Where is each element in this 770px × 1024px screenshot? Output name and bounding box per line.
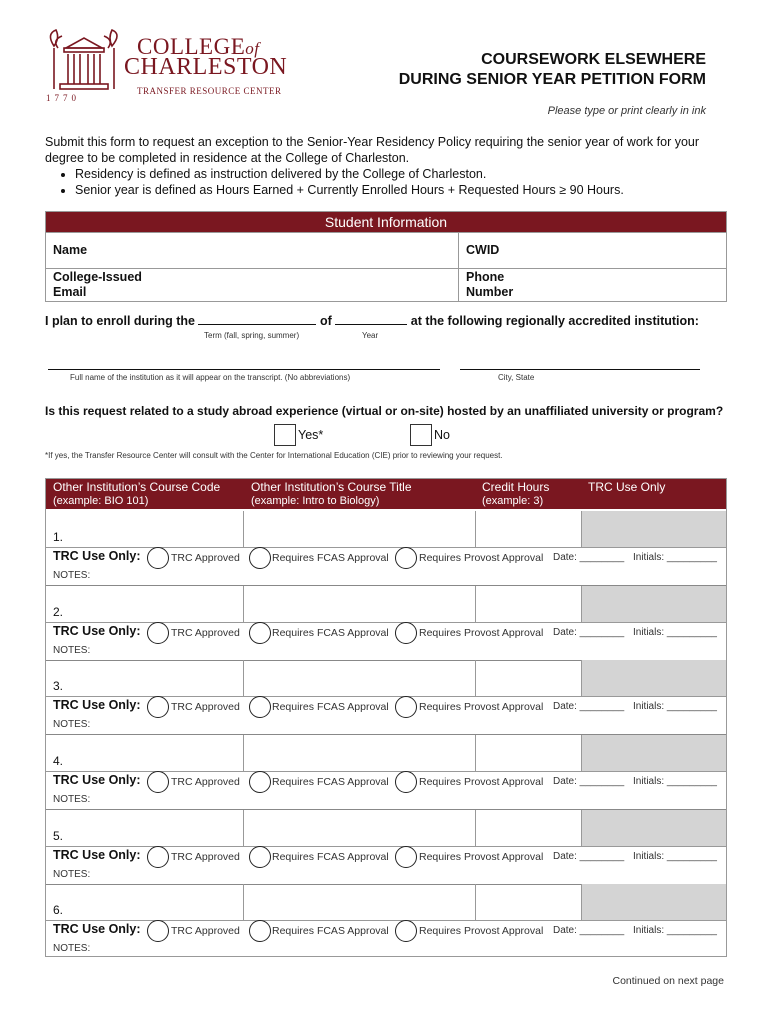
trc-approved-radio[interactable] xyxy=(147,696,169,718)
row-number: 5. xyxy=(53,829,64,843)
initials-field[interactable]: Initials: _________ xyxy=(633,776,717,787)
notes-label[interactable]: NOTES: xyxy=(53,943,91,954)
no-label: No xyxy=(434,428,450,442)
date-field[interactable]: Date: ________ xyxy=(553,627,625,638)
fcas-approval-label: Requires FCAS Approval xyxy=(272,701,389,713)
course-code-input[interactable] xyxy=(46,586,244,623)
header-course-title: Other Institution’s Course Title (example: Intro to Biology) xyxy=(251,480,412,507)
continued-note: Continued on next page xyxy=(612,975,724,987)
email-field[interactable]: College-Issued Email xyxy=(46,269,459,301)
credit-hours-input[interactable] xyxy=(476,810,582,847)
row-number: 6. xyxy=(53,903,64,917)
trc-approved-label: TRC Approved xyxy=(171,925,240,937)
fcas-approval-label: Requires FCAS Approval xyxy=(272,627,389,639)
header-trc-use-only: TRC Use Only xyxy=(588,480,666,494)
trc-approved-radio[interactable] xyxy=(147,846,169,868)
trc-use-only-cell xyxy=(582,735,726,772)
course-table-header xyxy=(46,479,726,509)
course-title-input[interactable] xyxy=(244,586,476,623)
trc-use-only-cell xyxy=(582,586,726,623)
date-field[interactable]: Date: ________ xyxy=(553,552,625,563)
trc-use-only-cell xyxy=(582,810,726,847)
trc-approved-radio[interactable] xyxy=(147,622,169,644)
initials-field[interactable]: Initials: _________ xyxy=(633,925,717,936)
city-state-input[interactable] xyxy=(460,369,700,370)
building-seal-icon xyxy=(44,26,124,96)
credit-hours-input[interactable] xyxy=(476,884,582,921)
credit-hours-input[interactable] xyxy=(476,511,582,548)
logo-wordmark-line1: COLLEGEof xyxy=(137,34,260,59)
trc-use-only-cell xyxy=(582,660,726,697)
credit-hours-input[interactable] xyxy=(476,660,582,697)
enroll-statement: I plan to enroll during the of at the following regionally accredited institution: xyxy=(45,314,699,328)
trc-approved-label: TRC Approved xyxy=(171,776,240,788)
trc-approved-label: TRC Approved xyxy=(171,851,240,863)
row-number: 3. xyxy=(53,679,64,693)
fcas-approval-radio[interactable] xyxy=(249,771,271,793)
course-row xyxy=(46,735,726,810)
term-caption: Term (fall, spring, summer) xyxy=(204,331,300,340)
course-code-input[interactable] xyxy=(46,511,244,548)
institution-input[interactable] xyxy=(48,369,440,370)
fcas-approval-label: Requires FCAS Approval xyxy=(272,776,389,788)
trc-approved-label: TRC Approved xyxy=(171,552,240,564)
fcas-approval-label: Requires FCAS Approval xyxy=(272,925,389,937)
student-information-table xyxy=(45,211,727,302)
provost-approval-radio[interactable] xyxy=(395,547,417,569)
header-credit-hours: Credit Hours (example: 3) xyxy=(482,480,550,507)
notes-label[interactable]: NOTES: xyxy=(53,645,91,656)
notes-label[interactable]: NOTES: xyxy=(53,794,91,805)
course-row xyxy=(46,810,726,885)
provost-approval-label: Requires Provost Approval xyxy=(419,776,544,788)
trc-approved-radio[interactable] xyxy=(147,920,169,942)
fcas-approval-label: Requires FCAS Approval xyxy=(272,552,389,564)
form-instruction: Please type or print clearly in ink xyxy=(547,105,706,117)
date-field[interactable]: Date: ________ xyxy=(553,925,625,936)
date-field[interactable]: Date: ________ xyxy=(553,851,625,862)
study-abroad-question: Is this request related to a study abroad experience (virtual or on-site) hosted by an unaffiliated university or program? xyxy=(45,404,724,418)
provost-approval-radio[interactable] xyxy=(395,622,417,644)
yes-label: Yes* xyxy=(298,428,324,442)
trc-use-only-label: TRC Use Only: xyxy=(53,549,141,563)
notes-label[interactable]: NOTES: xyxy=(53,719,91,730)
yes-checkbox[interactable] xyxy=(274,424,296,446)
initials-field[interactable]: Initials: _________ xyxy=(633,627,717,638)
fcas-approval-radio[interactable] xyxy=(249,920,271,942)
course-title-input[interactable] xyxy=(244,810,476,847)
course-title-input[interactable] xyxy=(244,735,476,772)
row-number: 4. xyxy=(53,754,64,768)
course-table xyxy=(45,478,727,957)
trc-approved-label: TRC Approved xyxy=(171,627,240,639)
phone-field[interactable]: Phone Number xyxy=(466,270,514,299)
initials-field[interactable]: Initials: _________ xyxy=(633,552,717,563)
course-title-input[interactable] xyxy=(244,884,476,921)
fcas-approval-radio[interactable] xyxy=(249,547,271,569)
date-field[interactable]: Date: ________ xyxy=(553,701,625,712)
provost-approval-label: Requires Provost Approval xyxy=(419,701,544,713)
intro-bullet: • Residency is defined as instruction delivered by the College of Charleston. xyxy=(75,166,725,182)
city-state-caption: City, State xyxy=(498,373,535,382)
course-code-input[interactable] xyxy=(46,735,244,772)
initials-field[interactable]: Initials: _________ xyxy=(633,701,717,712)
provost-approval-radio[interactable] xyxy=(395,846,417,868)
course-code-input[interactable] xyxy=(46,884,244,921)
logo-year: 1770 xyxy=(46,93,80,103)
course-title-input[interactable] xyxy=(244,511,476,548)
trc-use-only-label: TRC Use Only: xyxy=(53,773,141,787)
provost-approval-radio[interactable] xyxy=(395,920,417,942)
trc-use-only-label: TRC Use Only: xyxy=(53,624,141,638)
fcas-approval-radio[interactable] xyxy=(249,846,271,868)
intro-bullet: • Senior year is defined as Hours Earned + Currently Enrolled Hours + Requested Hours ≥ 90 Hours. xyxy=(75,182,725,198)
provost-approval-label: Requires Provost Approval xyxy=(419,851,544,863)
fcas-approval-radio[interactable] xyxy=(249,696,271,718)
initials-field[interactable]: Initials: _________ xyxy=(633,851,717,862)
trc-approved-radio[interactable] xyxy=(147,771,169,793)
course-row xyxy=(46,884,726,959)
trc-use-only-cell xyxy=(582,511,726,548)
form-title: COURSEWORK ELSEWHERE DURING SENIOR YEAR PETITION FORM xyxy=(398,51,706,88)
provost-approval-label: Requires Provost Approval xyxy=(419,627,544,639)
trc-use-only-cell xyxy=(582,884,726,921)
intro-text: Submit this form to request an exception to the Senior-Year Residency Policy requiring the senior year of work for your degree to be completed in residence at the College of Charleston. • Residency is defined as instruction delivered by the College of Charleston. • Senior year is defined as Hours Earned + Currently Enrolled Hours + Requested Hours ≥ 90 Hours. xyxy=(45,134,725,198)
trc-approved-label: TRC Approved xyxy=(171,701,240,713)
name-field[interactable]: Name xyxy=(46,233,459,268)
no-checkbox[interactable] xyxy=(410,424,432,446)
credit-hours-input[interactable] xyxy=(476,586,582,623)
term-input[interactable] xyxy=(198,324,316,325)
cwid-field[interactable]: CWID xyxy=(466,243,500,257)
course-row xyxy=(46,511,726,586)
course-code-input[interactable] xyxy=(46,810,244,847)
trc-use-only-label: TRC Use Only: xyxy=(53,922,141,936)
row-number: 2. xyxy=(53,605,64,619)
fcas-approval-label: Requires FCAS Approval xyxy=(272,851,389,863)
year-input[interactable] xyxy=(335,324,407,325)
year-caption: Year xyxy=(362,331,379,340)
study-abroad-footnote: *If yes, the Transfer Resource Center will consult with the Center for International Education (CIE) prior to reviewing your request. xyxy=(45,451,503,460)
course-row xyxy=(46,660,726,735)
provost-approval-label: Requires Provost Approval xyxy=(419,925,544,937)
trc-use-only-label: TRC Use Only: xyxy=(53,698,141,712)
course-code-input[interactable] xyxy=(46,660,244,697)
provost-approval-label: Requires Provost Approval xyxy=(419,552,544,564)
row-number: 1. xyxy=(53,530,64,544)
student-information-heading: Student Information xyxy=(46,212,726,232)
logo-wordmark-line2: CHARLESTON xyxy=(124,54,288,80)
trc-use-only-label: TRC Use Only: xyxy=(53,848,141,862)
course-row xyxy=(46,586,726,661)
credit-hours-input[interactable] xyxy=(476,735,582,772)
fcas-approval-radio[interactable] xyxy=(249,622,271,644)
provost-approval-radio[interactable] xyxy=(395,696,417,718)
logo-department: TRANSFER RESOURCE CENTER xyxy=(137,86,282,96)
trc-approved-radio[interactable] xyxy=(147,547,169,569)
header-course-code: Other Institution’s Course Code (example: BIO 101) xyxy=(53,480,221,507)
provost-approval-radio[interactable] xyxy=(395,771,417,793)
course-title-input[interactable] xyxy=(244,660,476,697)
notes-label[interactable]: NOTES: xyxy=(53,869,91,880)
institution-caption: Full name of the institution as it will appear on the transcript. (No abbreviations) xyxy=(70,373,351,382)
date-field[interactable]: Date: ________ xyxy=(553,776,625,787)
notes-label[interactable]: NOTES: xyxy=(53,570,91,581)
